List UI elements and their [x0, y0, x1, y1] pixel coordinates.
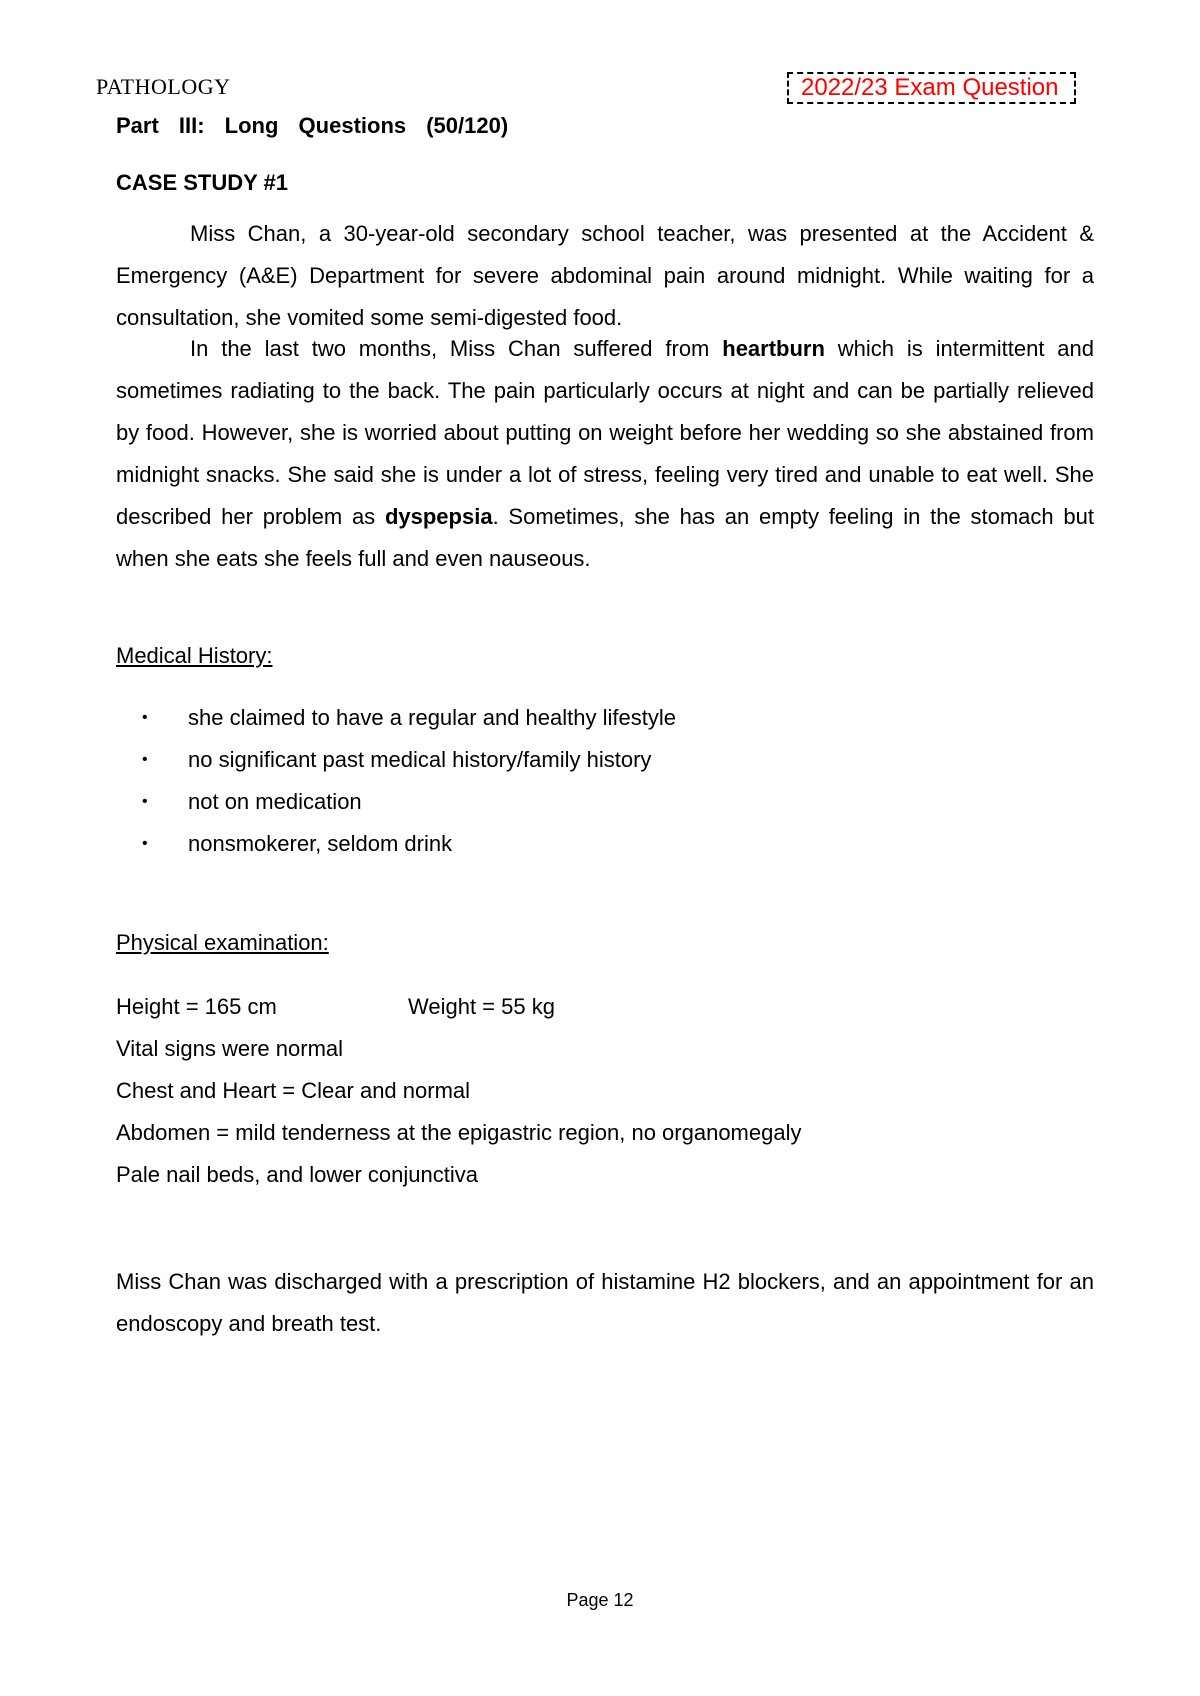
medical-history-heading: Medical History:	[116, 643, 273, 668]
chest-heart-line: Chest and Heart = Clear and normal	[116, 1078, 471, 1103]
discharge-paragraph: Miss Chan was discharged with a prescription of histamine H2 blockers, and an appointment for an endoscopy and breath test.	[116, 1269, 1094, 1336]
physical-examination-heading: Physical examination:	[116, 930, 329, 955]
header-subject: PATHOLOGY	[96, 74, 231, 99]
case-intro-paragraph: Miss Chan, a 30-year-old secondary school teacher, was presented at the Accident & Emergency (A&E) Department for severe abdominal pain around midnight. While waiting for a consultation, she vomited some semi-digested food.	[116, 221, 1094, 330]
case-symptoms-paragraph	[116, 328, 1094, 580]
dyspepsia-term: dyspepsia	[384, 504, 493, 529]
weight-value: Weight = 55 kg	[408, 994, 555, 1019]
page-number: Page 12	[566, 1590, 634, 1610]
bullet-icon: •	[142, 835, 148, 852]
bullet-icon: •	[142, 751, 148, 768]
list-item: • no significant past medical history/family history	[116, 739, 676, 781]
heartburn-term: heartburn	[722, 336, 825, 361]
symptoms-text-part-3: . Sometimes, she has an empty feeling in the stomach but when she eats she feels full and even nauseous.	[116, 504, 1094, 571]
bullet-icon: •	[142, 709, 148, 726]
pallor-line: Pale nail beds, and lower conjunctiva	[116, 1162, 479, 1187]
vital-signs-line: Vital signs were normal	[116, 1036, 344, 1061]
abdomen-line: Abdomen = mild tenderness at the epigastric region, no organomegaly	[116, 1120, 802, 1145]
height-value: Height = 165 cm	[116, 994, 277, 1019]
list-item: • nonsmokerer, seldom drink	[116, 823, 676, 865]
medical-history-list	[116, 697, 676, 865]
list-item: • not on medication	[116, 781, 676, 823]
physical-examination-findings	[116, 986, 801, 1196]
case-study-title: CASE STUDY #1	[116, 170, 288, 195]
part-title: Part III: Long Questions (50/120)	[116, 113, 509, 138]
exam-question-badge: 2022/23 Exam Question	[787, 72, 1076, 104]
list-item: • she claimed to have a regular and healthy lifestyle	[116, 697, 676, 739]
symptoms-text-part-2: which is intermittent and sometimes radiating to the back. The pain particularly occurs at night and can be partially relieved by food. However, she is worried about putting on weight before her wedding so she abstained from midnight snacks. She said she is under a lot of stress, feeling very tired and unable to eat well. She described her problem as	[116, 336, 1095, 529]
symptoms-text-part-1: In the last two months, Miss Chan suffered from	[190, 336, 723, 361]
bullet-icon: •	[142, 793, 148, 810]
height-weight-line	[116, 986, 801, 1028]
